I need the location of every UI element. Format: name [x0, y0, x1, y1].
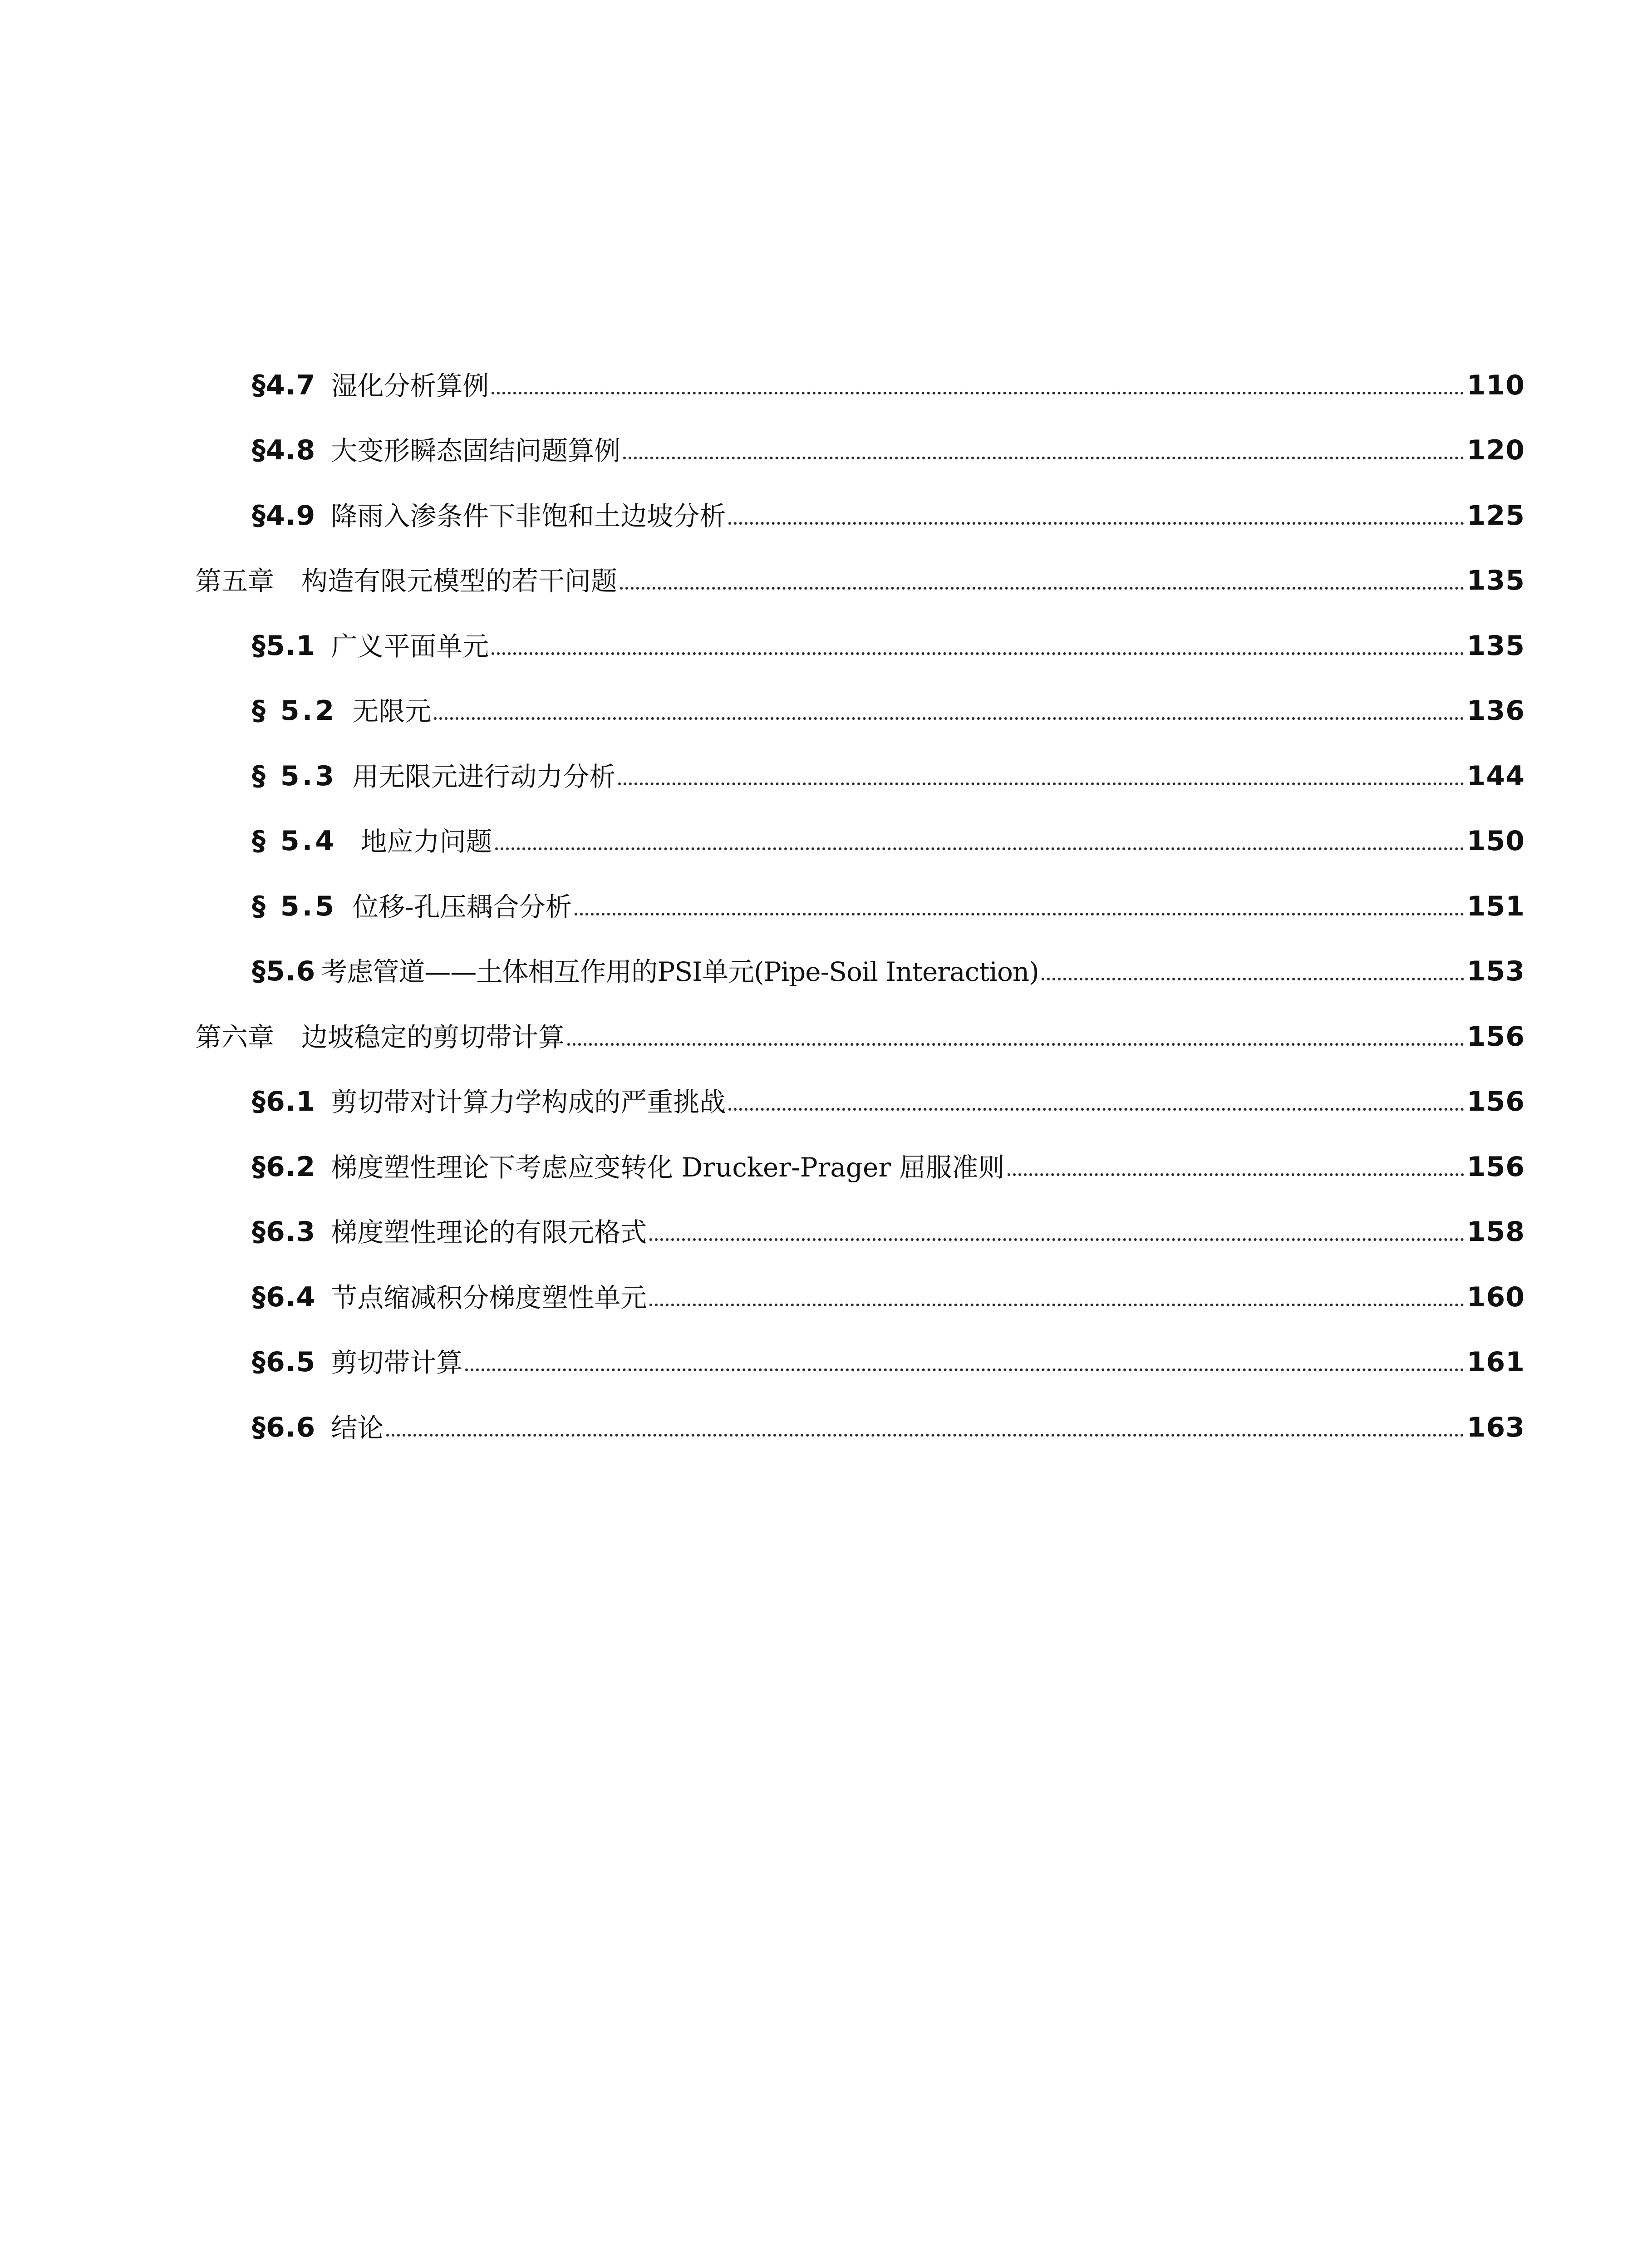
dot-leader: [623, 457, 1464, 459]
dot-leader: [620, 587, 1464, 590]
toc-entry-title: 梯度塑性理论的有限元格式: [331, 1217, 647, 1248]
toc-page-number: 156: [1466, 1151, 1525, 1183]
toc-page-number: 161: [1466, 1346, 1525, 1378]
toc-section-number: §4.9: [252, 499, 316, 532]
toc-page-number: 135: [1466, 565, 1525, 596]
toc-entry-title: 降雨入渗条件下非饱和土边坡分析: [331, 500, 726, 532]
dot-leader: [567, 1043, 1464, 1046]
toc-entry-5-1[interactable]: [195, 594, 1525, 660]
toc-section-number: §6.4: [252, 1281, 316, 1313]
toc-entry-5-6[interactable]: [195, 920, 1525, 985]
dot-leader: [649, 1238, 1464, 1241]
toc-section-number: § 5.3: [252, 760, 337, 792]
toc-page-number: 151: [1466, 890, 1525, 922]
toc-section-number: §5.1: [252, 630, 316, 662]
dot-leader: [492, 652, 1464, 655]
toc-section-number: §5.6: [252, 955, 316, 987]
toc-entry-title: 用无限元进行动力分析: [352, 761, 616, 792]
toc-entry-title: 剪切带对计算力学构成的严重挑战: [331, 1087, 726, 1117]
toc-section-number: §6.2: [252, 1151, 316, 1183]
toc-entry-4-7[interactable]: [195, 334, 1525, 399]
dot-leader: [492, 392, 1464, 394]
toc-entry-title: 梯度塑性理论下考虑应变转化 Drucker-Prager 屈服准则: [331, 1152, 1005, 1183]
toc-page-number: 150: [1466, 825, 1525, 857]
toc-chapter-number: 第六章: [195, 1021, 275, 1053]
toc-section-number: § 5.5: [252, 890, 337, 922]
toc-page-number: 125: [1466, 499, 1525, 532]
toc-page-number: 160: [1466, 1281, 1525, 1313]
toc-entry-5-2[interactable]: [195, 660, 1525, 725]
toc-entry-5-5[interactable]: [195, 855, 1525, 920]
toc-entry-4-9[interactable]: [195, 464, 1525, 532]
toc-page-number: 156: [1466, 1020, 1525, 1053]
toc-page-number: 120: [1466, 434, 1525, 466]
toc-page-number: 158: [1466, 1216, 1525, 1248]
dot-leader: [465, 1368, 1464, 1371]
toc-entry-title: 大变形瞬态固结问题算例: [331, 435, 621, 466]
dot-leader: [728, 1108, 1464, 1111]
toc-entry-title: 考虑管道——土体相互作用的PSI单元(Pipe-Soil Interaction): [321, 956, 1039, 987]
toc-chapter-6[interactable]: [195, 985, 1525, 1053]
toc-entry-title: 边坡稳定的剪切带计算: [301, 1021, 565, 1053]
toc-section-number: § 5.2: [252, 695, 337, 727]
toc-section-number: §6.6: [252, 1411, 316, 1443]
toc-chapter-number: 第五章: [195, 566, 275, 596]
dot-leader: [649, 1304, 1464, 1306]
toc-entry-title: 构造有限元模型的若干问题: [301, 566, 618, 596]
toc-section-number: §4.8: [252, 434, 316, 466]
dot-leader: [495, 847, 1464, 850]
toc-entry-title: 湿化分析算例: [331, 370, 489, 401]
toc-page-number: 153: [1466, 955, 1525, 987]
toc-entry-5-3[interactable]: [195, 724, 1525, 790]
toc-entry-title: 无限元: [352, 696, 432, 727]
toc-entry-title: 地应力问题: [352, 826, 492, 857]
toc-entry-title: 剪切带计算: [331, 1347, 463, 1378]
toc-section-number: § 5.4: [252, 825, 337, 857]
dot-leader: [434, 717, 1464, 720]
toc-page-number: 156: [1466, 1086, 1525, 1117]
toc-entry-6-6[interactable]: [195, 1376, 1525, 1441]
toc-entry-5-4[interactable]: [195, 790, 1525, 855]
dot-leader: [728, 522, 1464, 525]
toc-entry-6-5[interactable]: [195, 1311, 1525, 1376]
dot-leader: [1042, 978, 1464, 980]
toc-entry-title: 位移-孔压耦合分析: [352, 891, 572, 922]
toc-page-number: 110: [1466, 369, 1525, 401]
table-of-contents: [195, 334, 1525, 1441]
dot-leader: [386, 1434, 1464, 1437]
toc-page-number: 144: [1466, 760, 1525, 792]
toc-section-number: §6.3: [252, 1216, 316, 1248]
toc-section-number: §4.7: [252, 369, 316, 401]
toc-entry-title: 广义平面单元: [331, 630, 489, 662]
toc-chapter-5[interactable]: [195, 529, 1525, 595]
toc-entry-title: 结论: [331, 1412, 384, 1443]
toc-page-number: 136: [1466, 695, 1525, 727]
toc-section-number: §6.1: [252, 1086, 316, 1117]
toc-entry-6-1[interactable]: [195, 1050, 1525, 1116]
toc-entry-6-4[interactable]: [195, 1245, 1525, 1311]
dot-leader: [1008, 1173, 1464, 1176]
toc-page-number: 135: [1466, 630, 1525, 662]
toc-page-number: 163: [1466, 1411, 1525, 1443]
dot-leader: [618, 783, 1464, 785]
toc-section-number: §6.5: [252, 1346, 316, 1378]
dot-leader: [575, 913, 1464, 915]
toc-entry-6-2[interactable]: [195, 1115, 1525, 1181]
toc-entry-6-3[interactable]: [195, 1181, 1525, 1246]
toc-entry-4-8[interactable]: [195, 399, 1525, 464]
toc-entry-title: 节点缩减积分梯度塑性单元: [331, 1282, 647, 1313]
